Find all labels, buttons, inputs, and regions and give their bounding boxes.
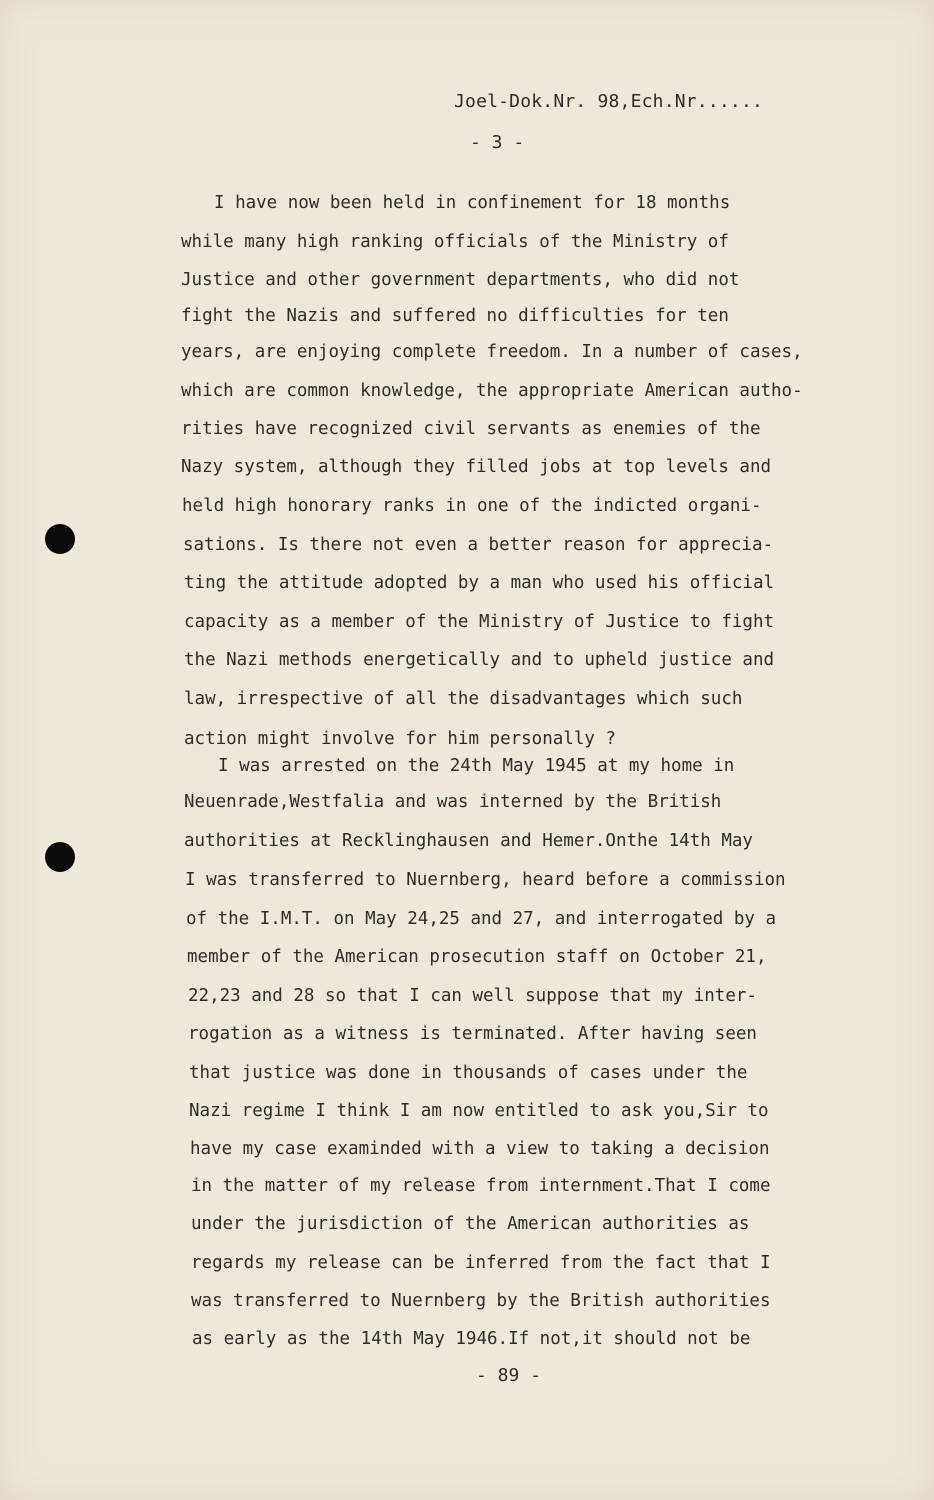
- document-reference: Joel-Dok.Nr. 98,Ech.Nr......: [454, 91, 764, 112]
- body-line-12: capacity as a member of the Ministry of Justice to fight: [184, 612, 775, 632]
- body-line-19: I was transferred to Nuernberg, heard before a commission: [185, 870, 786, 890]
- body-line-9: held high honorary ranks in one of the indicted organi-: [182, 496, 762, 516]
- body-line-23: rogation as a witness is terminated. After having seen: [188, 1024, 757, 1044]
- body-line-18: authorities at Recklinghausen and Hemer.Onthe 14th May: [184, 831, 753, 851]
- body-line-11: ting the attitude adopted by a man who used his official: [184, 573, 775, 593]
- body-line-4: fight the Nazis and suffered no difficulties for ten: [181, 306, 729, 326]
- body-line-6: which are common knowledge, the appropriate American autho-: [181, 381, 803, 401]
- punch-hole-upper: [45, 524, 75, 554]
- body-line-10: sations. Is there not even a better reason for apprecia-: [183, 535, 774, 555]
- body-line-20: of the I.M.T. on May 24,25 and 27, and interrogated by a: [186, 909, 777, 929]
- body-line-1: I have now been held in confinement for 18 months: [214, 193, 731, 213]
- page-number-top: - 3 -: [470, 132, 525, 153]
- body-line-27: in the matter of my release from internment.That I come: [191, 1176, 771, 1196]
- body-line-22: 22,23 and 28 so that I can well suppose that my inter-: [188, 986, 757, 1006]
- body-line-16: I was arrested on the 24th May 1945 at my home in: [218, 756, 735, 776]
- body-line-8: Nazy system, although they filled jobs at top levels and: [181, 457, 772, 477]
- body-line-31: as early as the 14th May 1946.If not,it should not be: [192, 1329, 751, 1349]
- body-line-14: law, irrespective of all the disadvantages which such: [184, 689, 743, 709]
- body-line-29: regards my release can be inferred from the fact that I: [191, 1253, 771, 1273]
- page-number-bottom: - 89 -: [476, 1365, 542, 1386]
- body-line-17: Neuenrade,Westfalia and was interned by the British: [184, 792, 722, 812]
- body-line-30: was transferred to Nuernberg by the British authorities: [191, 1291, 771, 1311]
- body-line-5: years, are enjoying complete freedom. In a number of cases,: [181, 342, 803, 362]
- body-line-13: the Nazi methods energetically and to upheld justice and: [184, 650, 775, 670]
- body-line-25: Nazi regime I think I am now entitled to ask you,Sir to: [189, 1101, 769, 1121]
- body-line-15: action might involve for him personally ?: [184, 729, 616, 749]
- body-line-7: rities have recognized civil servants as enemies of the: [181, 419, 761, 439]
- body-line-26: have my case examinded with a view to taking a decision: [190, 1139, 770, 1159]
- body-line-3: Justice and other government departments, who did not: [181, 270, 740, 290]
- body-line-2: while many high ranking officials of the Ministry of: [181, 232, 729, 252]
- punch-hole-lower: [45, 842, 75, 872]
- body-line-28: under the jurisdiction of the American authorities as: [191, 1214, 750, 1234]
- body-line-21: member of the American prosecution staff on October 21,: [187, 947, 767, 967]
- body-line-24: that justice was done in thousands of cases under the: [189, 1063, 748, 1083]
